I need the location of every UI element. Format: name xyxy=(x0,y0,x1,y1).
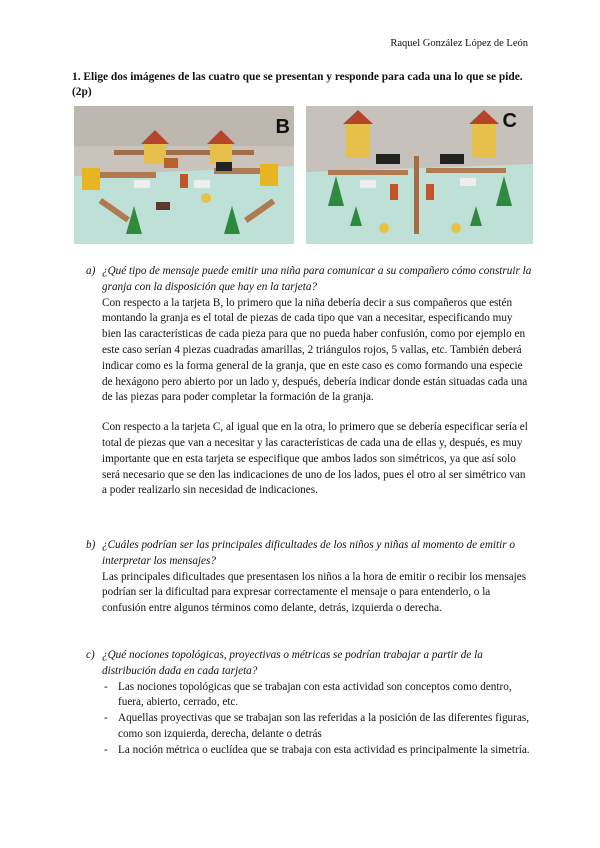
list-item-text: Aquellas proyectivas que se trabajan son las referidas a la posición de las diferentes figuras, como son izquierda, derecha, delante o detrás xyxy=(118,712,529,740)
answer-a-paragraph-2: Con respecto a la tarjeta C, al igual que en la otra, lo primero que se debería especificar sería el total de piezas que van a necesitar y las características de cada una de ellas y, después, es muy importante que en esta tarjeta se especifique que ambos lados son simétricos, ya que así solo será necesario que se den las indicaciones de uno de los lados, pues el otro al ser simétrico van a poder realizarlo sin necesidad de indicaciones. xyxy=(102,421,528,497)
answer-b-paragraph: Las principales dificultades que presentasen los niños a la hora de emitir o recibir los mensajes podrían ser la dificultad para expresar correctamente el mensaje o para entenderlo, o la confusión entre algunos términos como delante, detrás, izquierda o derecha. xyxy=(102,570,527,615)
question-a xyxy=(86,264,532,296)
list-bullet: - xyxy=(104,680,108,693)
question-a-letter: a) xyxy=(86,265,96,277)
list-bullet: - xyxy=(104,743,108,756)
section-c xyxy=(86,648,532,759)
farm-photo-b xyxy=(74,106,294,244)
farm-b-illustration xyxy=(74,106,294,244)
author-header: Raquel González López de León xyxy=(390,38,528,49)
answer-a-paragraph-1: Con respecto a la tarjeta B, lo primero que la niña debería decir a sus compañeros que estén montando la granja es el total de piezas de cada tipo que van a necesitar, especificando muy bien las características de cada pieza para que no pueda haber confusión, como por ejemplo en este caso serían 4 piezas cuadradas amarillas, 2 triángulos rojos, 5 vallas, etc. También deberá indicar como es la forma general de la granja, que en este caso es como formando una especie de hexágono pero abierto por un lado y, después, debería indicar donde están situadas cada una de las piezas para poder completar la formación de la granja. xyxy=(102,296,528,404)
list-item-text: La noción métrica o euclídea que se trabaja con esta actividad es principalmente la simetría. xyxy=(118,743,530,756)
question-c-letter: c) xyxy=(86,649,95,661)
card-label-b: B xyxy=(275,116,290,138)
answer-b xyxy=(102,570,532,617)
question-b xyxy=(86,538,532,570)
question-b-letter: b) xyxy=(86,539,96,551)
section-b xyxy=(86,538,532,617)
question-c-text: ¿Qué nociones topológicas, proyectivas o métricas se podrían trabajar a partir de la distribución dada en cada tarjeta? xyxy=(102,649,483,677)
card-label-c: C xyxy=(502,110,517,132)
list-item-text: Las nociones topológicas que se trabajan con esta actividad son conceptos como dentro, fuera, abierto, cerrado, etc. xyxy=(118,680,512,709)
farm-c-illustration xyxy=(306,106,533,244)
answer-c-list xyxy=(86,680,532,759)
farm-photo-c xyxy=(306,106,533,244)
question-a-text: ¿Qué tipo de mensaje puede emitir una niña para comunicar a su compañero cómo construir la granja con la disposición que hay en la tarjeta? xyxy=(102,265,532,293)
question-c xyxy=(86,648,532,680)
list-item xyxy=(104,743,532,759)
list-bullet: - xyxy=(104,712,108,725)
list-item xyxy=(104,680,532,712)
section-a xyxy=(86,264,532,499)
question-title: 1. Elige dos imágenes de las cuatro que se presentan y responde para cada una lo que se pide. (2p) xyxy=(72,71,523,98)
question-b-text: ¿Cuáles podrían ser las principales dificultades de los niños y niñas al momento de emitir o interpretar los mensajes? xyxy=(102,539,515,567)
answer-a xyxy=(102,296,532,500)
list-item xyxy=(104,711,532,743)
